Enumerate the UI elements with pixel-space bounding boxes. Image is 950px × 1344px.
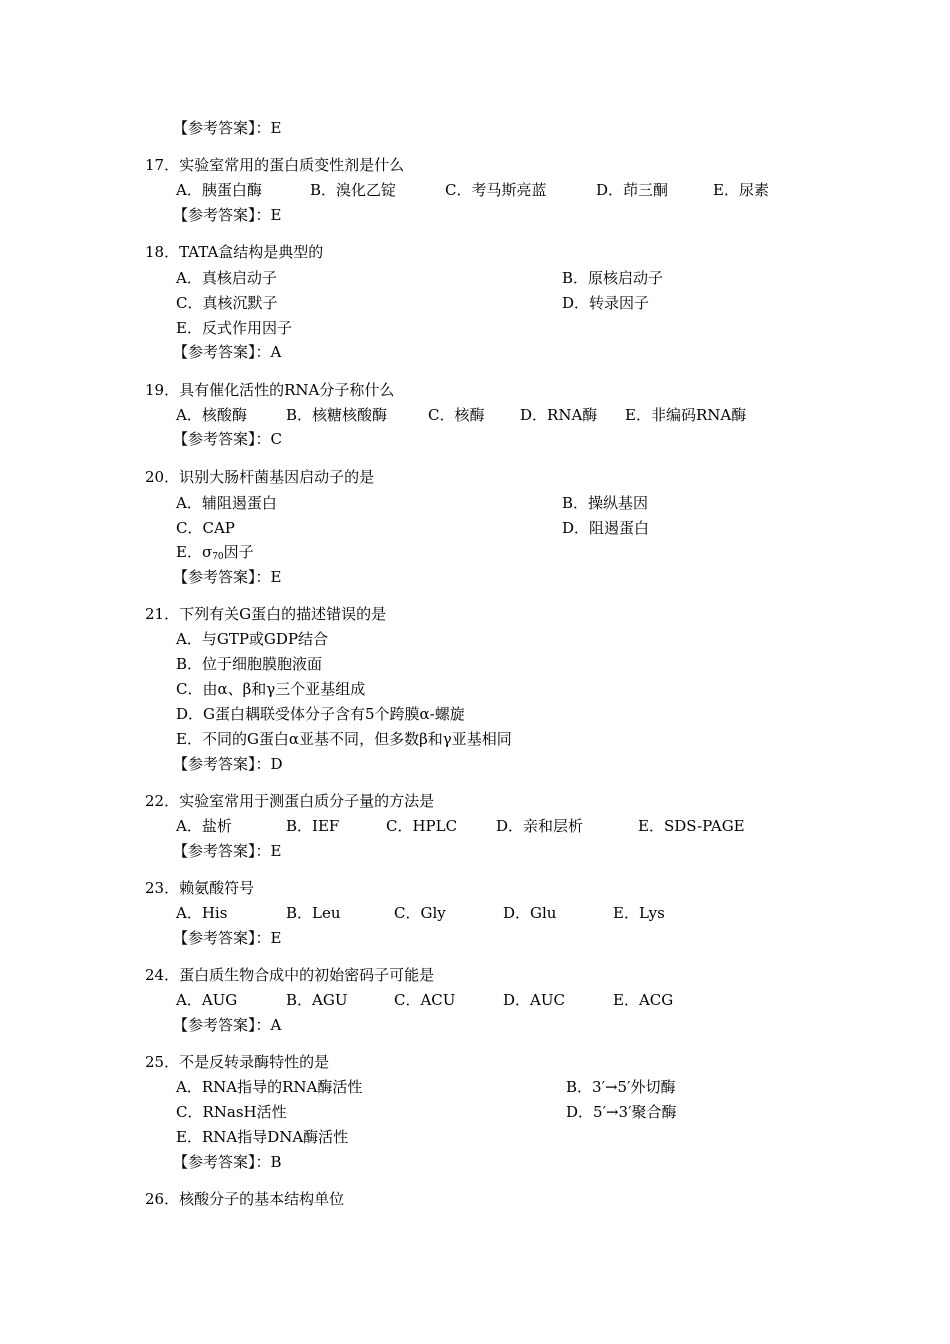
option: C．Gly: [394, 904, 446, 922]
option: A．辅阻遏蛋白: [176, 494, 277, 512]
option: C．CAP: [176, 519, 235, 537]
option: E．SDS-PAGE: [638, 817, 745, 835]
option: B．操纵基因: [562, 494, 649, 512]
answer-line: [173, 1015, 281, 1035]
answer-value: C: [270, 430, 282, 448]
answer-label: 【参考答案】：: [173, 206, 271, 224]
answer-value: B: [270, 1153, 282, 1171]
answer-line: [173, 841, 281, 861]
option: D．Glu: [503, 904, 557, 922]
option: A．真核启动子: [176, 269, 277, 287]
option: A．核酸酶: [176, 406, 247, 424]
option: E．ACG: [613, 991, 674, 1009]
answer-line: [173, 429, 282, 449]
question-stem: 18．TATA盒结构是典型的: [145, 243, 324, 261]
answer-label: 【参考答案】：: [173, 119, 271, 137]
answer-value: E: [270, 119, 282, 137]
option: B．溴化乙锭: [310, 181, 397, 199]
answer-value: D: [270, 755, 283, 773]
option: [176, 542, 254, 567]
question-stem: 21．下列有关G蛋白的描述错误的是: [145, 605, 387, 623]
option: A．胰蛋白酶: [176, 181, 262, 199]
answer-value: E: [270, 206, 282, 224]
question-stem: 23．赖氨酸符号: [145, 879, 255, 897]
option: E．不同的G蛋白α亚基不同，但多数β和γ亚基相同: [176, 730, 512, 748]
option: C．ACU: [394, 991, 456, 1009]
question-stem: 24．蛋白质生物合成中的初始密码子可能是: [145, 966, 435, 984]
option: A．AUG: [176, 991, 238, 1009]
question-stem: 26．核酸分子的基本结构单位: [145, 1190, 345, 1208]
answer-value: E: [270, 842, 282, 860]
answer-line: [173, 342, 281, 362]
answer-line: [173, 118, 281, 138]
option: C．HPLC: [386, 817, 458, 835]
answer-line: [173, 567, 281, 587]
option: E．尿素: [713, 181, 769, 199]
option: B．核糖核酸酶: [286, 406, 388, 424]
option: C．RNasH活性: [176, 1103, 287, 1121]
option: C．由α、β和γ三个亚基组成: [176, 680, 366, 698]
answer-label: 【参考答案】：: [173, 929, 271, 947]
answer-label: 【参考答案】：: [173, 430, 271, 448]
option-suffix: 因子: [223, 543, 254, 561]
answer-line: [173, 205, 281, 225]
answer-value: E: [270, 929, 282, 947]
option: D．转录因子: [562, 294, 650, 312]
option: E．RNA指导DNA酶活性: [176, 1128, 349, 1146]
option: B．位于细胞膜胞液面: [176, 655, 323, 673]
question-stem: 25．不是反转录酶特性的是: [145, 1053, 330, 1071]
answer-label: 【参考答案】：: [173, 1016, 271, 1034]
answer-label: 【参考答案】：: [173, 842, 271, 860]
question-stem: 17．实验室常用的蛋白质变性剂是什么: [145, 156, 405, 174]
option: E．Lys: [613, 904, 665, 922]
answer-line: [173, 754, 283, 774]
sigma-subscript: 70: [212, 552, 224, 562]
question-stem: 20．识别大肠杆菌基因启动子的是: [145, 468, 375, 486]
option: A．盐析: [176, 817, 232, 835]
option: E．非编码RNA酶: [625, 406, 747, 424]
option: D．5′→3′聚合酶: [566, 1103, 677, 1121]
answer-line: [173, 928, 281, 948]
question-stem: 22．实验室常用于测蛋白质分子量的方法是: [145, 792, 435, 810]
answer-label: 【参考答案】：: [173, 568, 271, 586]
answer-value: A: [270, 343, 282, 361]
option: A．与GTP或GDP结合: [176, 630, 329, 648]
option-sigma: E．σ: [176, 543, 213, 561]
answer-value: A: [270, 1016, 282, 1034]
option: A．RNA指导的RNA酶活性: [176, 1078, 363, 1096]
answer-value: E: [270, 568, 282, 586]
answer-line: [173, 1152, 282, 1172]
option: C．核酶: [428, 406, 485, 424]
option: D．阻遏蛋白: [562, 519, 650, 537]
option: B．3′→5′外切酶: [566, 1078, 676, 1096]
option: B．AGU: [286, 991, 348, 1009]
option: B．原核启动子: [562, 269, 664, 287]
option: E．反式作用因子: [176, 319, 292, 337]
option: D．RNA酶: [520, 406, 598, 424]
option: B．IEF: [286, 817, 340, 835]
answer-label: 【参考答案】：: [173, 1153, 271, 1171]
answer-label: 【参考答案】：: [173, 343, 271, 361]
option: D．亲和层析: [496, 817, 584, 835]
option: C．真核沉默子: [176, 294, 278, 312]
option: C．考马斯亮蓝: [445, 181, 547, 199]
answer-label: 【参考答案】：: [173, 755, 271, 773]
option: D．茚三酮: [596, 181, 669, 199]
option: D．AUC: [503, 991, 565, 1009]
option: A．His: [176, 904, 228, 922]
option: B．Leu: [286, 904, 341, 922]
question-stem: 19．具有催化活性的RNA分子称什么: [145, 381, 395, 399]
option: D．G蛋白耦联受体分子含有5个跨膜α-螺旋: [176, 705, 465, 723]
